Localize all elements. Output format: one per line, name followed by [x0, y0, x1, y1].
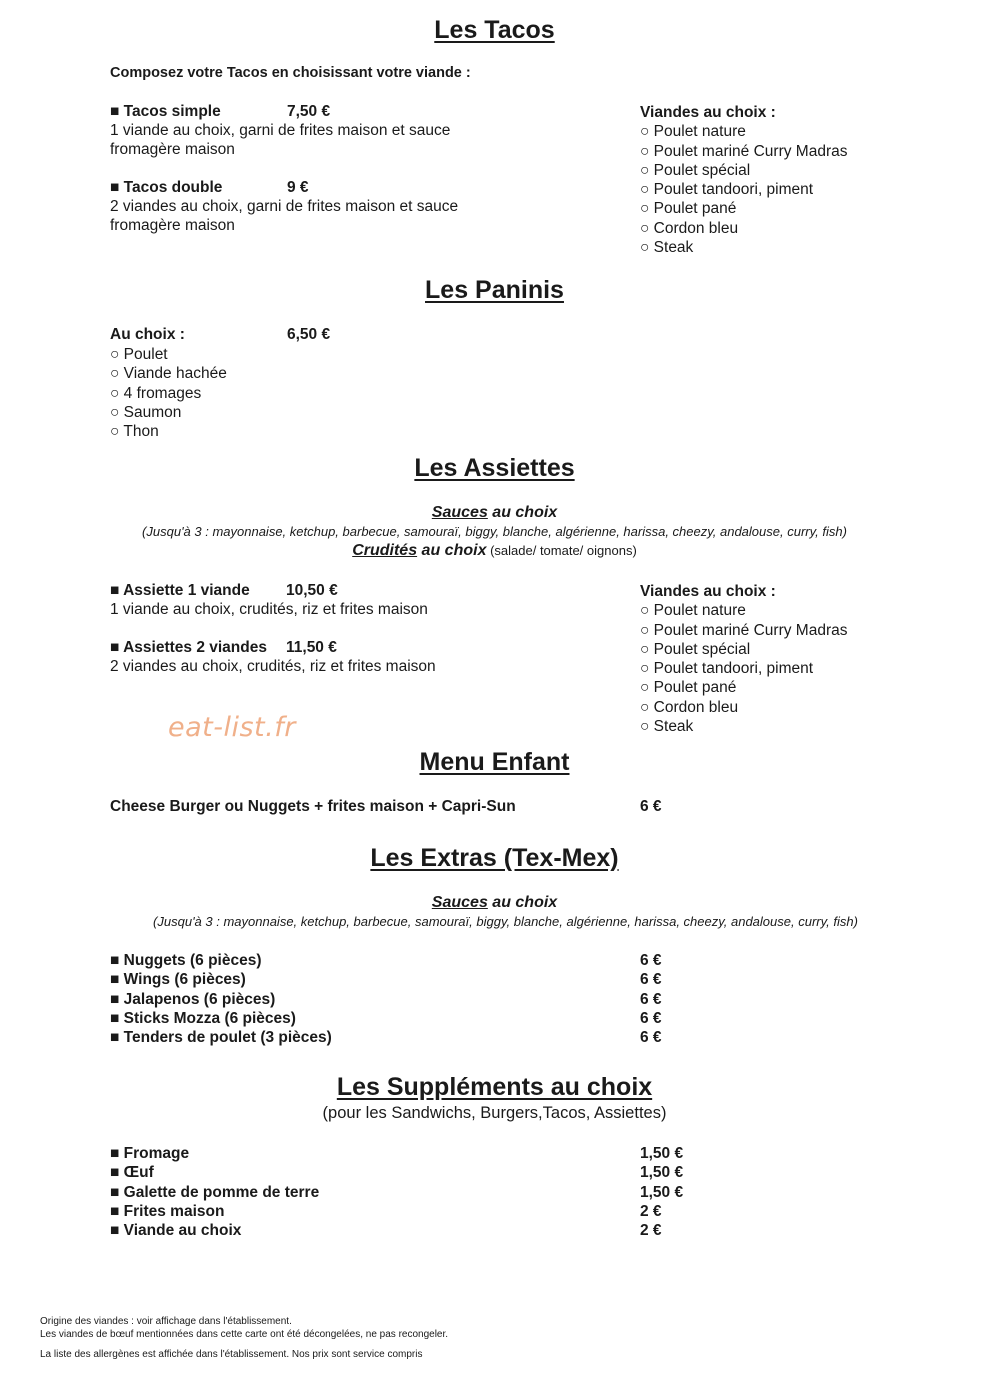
- section-title-paninis: Les Paninis: [425, 276, 564, 304]
- meat-option: ○ Poulet mariné Curry Madras: [640, 621, 848, 639]
- footer-note: Origine des viandes : voir affichage dans l'établissement.: [40, 1316, 292, 1327]
- meat-option: ○ Poulet nature: [640, 602, 746, 620]
- supplements-list: [110, 1144, 319, 1240]
- meats-title: Viandes au choix :: [640, 104, 776, 121]
- assiette-1-desc: 1 viande au choix, crudités, riz et frites maison: [110, 601, 428, 618]
- supplement-item-name: ■ Viande au choix: [110, 1222, 242, 1240]
- meat-option: ○ Steak: [640, 239, 694, 257]
- assiettes-sauces-heading: [0, 504, 989, 522]
- meat-option: ○ Poulet tandoori, piment: [640, 660, 814, 678]
- supplement-item-price: 1,50 €: [640, 1164, 684, 1182]
- supplement-item-price: 1,50 €: [640, 1145, 684, 1162]
- meat-option: ○ Poulet spécial: [640, 640, 751, 658]
- supplement-item-price: 1,50 €: [640, 1183, 684, 1201]
- sauces-rest: au choix: [487, 894, 558, 911]
- supplement-item-name: ■ Galette de pomme de terre: [110, 1183, 320, 1201]
- supplements-subtitle: (pour les Sandwichs, Burgers,Tacos, Assiettes): [322, 1104, 667, 1122]
- meat-option: ○ Poulet mariné Curry Madras: [640, 142, 848, 160]
- tacos-simple-desc: fromagère maison: [110, 141, 235, 158]
- meat-option: ○ Poulet tandoori, piment: [640, 181, 814, 199]
- extra-item-name: ■ Sticks Mozza (6 pièces): [110, 1009, 296, 1027]
- meat-option: ○ Steak: [640, 718, 694, 736]
- assiette-1-name: ■ Assiette 1 viande: [110, 582, 250, 599]
- section-title-extras: Les Extras (Tex-Mex): [370, 844, 619, 872]
- paninis-price: 6,50 €: [287, 326, 331, 343]
- enfant-item: Cheese Burger ou Nuggets + frites maison + Capri-Sun: [110, 798, 516, 815]
- enfant-price: 6 €: [640, 798, 662, 815]
- footer-note: Les viandes de bœuf mentionnées dans cette carte ont été décongelées, ne pas recongeler.: [40, 1329, 449, 1340]
- sauces-word: Sauces: [431, 504, 488, 521]
- section-title-enfant: Menu Enfant: [419, 748, 570, 776]
- footer-note: La liste des allergènes est affichée dans l'établissement. Nos prix sont service compris: [40, 1349, 423, 1360]
- assiettes-meats-list: [640, 582, 848, 736]
- assiette-2-desc: 2 viandes au choix, crudités, riz et frites maison: [110, 658, 436, 675]
- tacos-meats-list: [640, 103, 848, 257]
- meat-option: ○ Poulet pané: [640, 679, 737, 697]
- supplement-item-name: ■ Frites maison: [110, 1202, 225, 1220]
- supplement-item-price: 2 €: [640, 1202, 662, 1220]
- assiettes-crudites-heading: [0, 542, 989, 560]
- panini-option: ○ Viande hachée: [110, 365, 227, 383]
- assiette-2-price: 11,50 €: [286, 639, 337, 656]
- paninis-options: [110, 345, 227, 441]
- crudites-word: Crudités: [352, 542, 418, 559]
- meat-option: ○ Poulet nature: [640, 123, 746, 141]
- assiettes-sauces-list: (Jusqu'à 3 : mayonnaise, ketchup, barbecue, samouraï, biggy, blanche, algérienne, harissa, cheezy, andalouse, curry, fish): [142, 524, 847, 539]
- tacos-simple-price: 7,50 €: [287, 103, 331, 120]
- supplement-item-name: ■ Œuf: [110, 1164, 154, 1182]
- watermark: eat-list.fr: [168, 712, 296, 743]
- supplement-item-name: ■ Fromage: [110, 1145, 190, 1162]
- crudites-rest: au choix: [417, 542, 487, 559]
- meat-option: ○ Poulet spécial: [640, 161, 751, 179]
- tacos-double-price: 9 €: [287, 179, 309, 196]
- paninis-label: Au choix :: [110, 326, 185, 343]
- extra-item-price: 6 €: [640, 1009, 662, 1027]
- section-title-assiettes: Les Assiettes: [414, 454, 575, 482]
- supplements-prices: [640, 1144, 683, 1240]
- tacos-intro: Composez votre Tacos en choisissant votre viande :: [110, 65, 471, 81]
- panini-option: ○ Poulet: [110, 346, 168, 363]
- extras-prices: [640, 951, 662, 1047]
- meat-option: ○ Cordon bleu: [640, 219, 739, 237]
- tacos-simple-desc: 1 viande au choix, garni de frites maison et sauce: [110, 122, 451, 139]
- supplement-item-price: 2 €: [640, 1222, 662, 1240]
- extra-item-name: ■ Wings (6 pièces): [110, 971, 246, 989]
- assiette-1-price: 10,50 €: [286, 582, 338, 599]
- meat-option: ○ Poulet pané: [640, 200, 737, 218]
- tacos-double-desc: fromagère maison: [110, 217, 235, 234]
- extra-item-price: 6 €: [640, 990, 662, 1008]
- sauces-word: Sauces: [431, 894, 488, 911]
- extra-item-price: 6 €: [640, 971, 662, 989]
- tacos-double-name: ■ Tacos double: [110, 179, 223, 196]
- panini-option: ○ 4 fromages: [110, 384, 202, 402]
- sauces-rest: au choix: [487, 504, 558, 521]
- extras-list: [110, 951, 332, 1047]
- tacos-double-desc: 2 viandes au choix, garni de frites maison et sauce: [110, 198, 459, 215]
- extra-item-name: ■ Jalapenos (6 pièces): [110, 990, 276, 1008]
- extras-sauces-list: (Jusqu'à 3 : mayonnaise, ketchup, barbecue, samouraï, biggy, blanche, algérienne, harissa, cheezy, andalouse, curry, fish): [153, 914, 858, 929]
- assiette-2-name: ■ Assiettes 2 viandes: [110, 639, 267, 656]
- extras-sauces-heading: [0, 894, 989, 912]
- panini-option: ○ Thon: [110, 423, 159, 441]
- crudites-list: (salade/ tomate/ oignons): [486, 543, 637, 558]
- extra-item-price: 6 €: [640, 952, 662, 969]
- section-title-tacos: Les Tacos: [434, 16, 555, 44]
- tacos-simple-name: ■ Tacos simple: [110, 103, 221, 120]
- panini-option: ○ Saumon: [110, 403, 182, 421]
- meat-option: ○ Cordon bleu: [640, 698, 739, 716]
- extra-item-name: ■ Tenders de poulet (3 pièces): [110, 1029, 332, 1047]
- extra-item-price: 6 €: [640, 1029, 662, 1047]
- meats-title: Viandes au choix :: [640, 583, 776, 600]
- extra-item-name: ■ Nuggets (6 pièces): [110, 952, 262, 969]
- section-title-supplements: Les Suppléments au choix: [336, 1073, 653, 1101]
